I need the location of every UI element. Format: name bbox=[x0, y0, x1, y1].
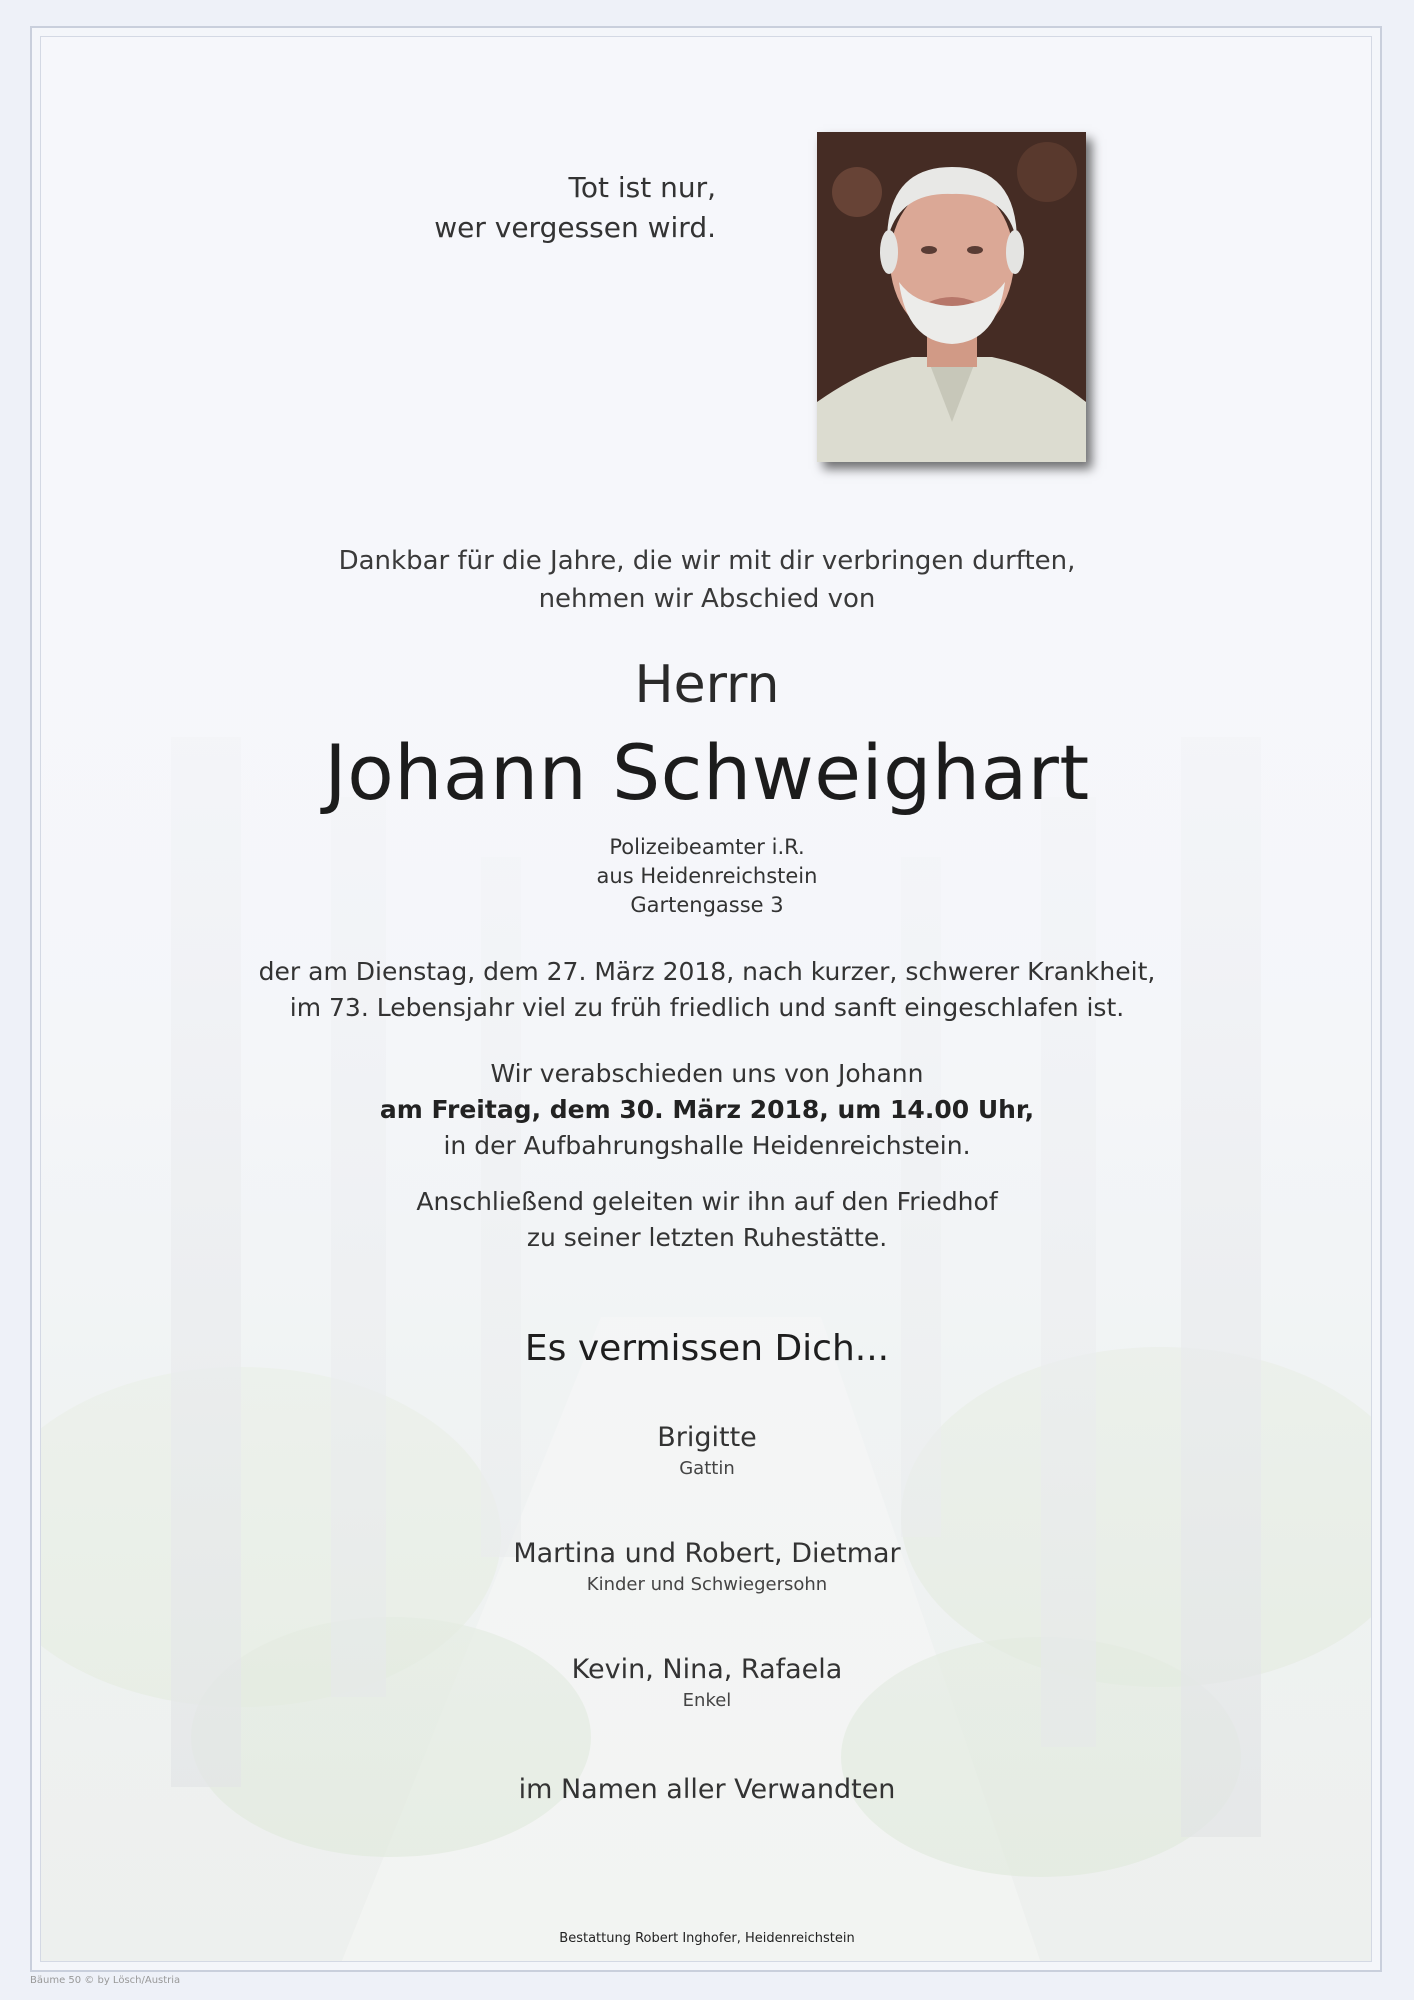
background-credit: Bäume 50 © by Lösch/Austria bbox=[30, 1975, 181, 1986]
farewell-date-time: am Freitag, dem 30. März 2018, um 14.00 Uhr, bbox=[379, 1095, 1035, 1124]
mourner-entry bbox=[0, 1420, 1414, 1482]
death-announcement bbox=[0, 954, 1414, 1026]
farewell-details bbox=[0, 1056, 1414, 1164]
closing-line: im Namen aller Verwandten bbox=[518, 1774, 896, 1805]
mourner-relation: Gattin bbox=[679, 1458, 735, 1479]
mourner-relation: Kinder und Schwiegersohn bbox=[586, 1574, 828, 1595]
burial-line-2: zu seiner letzten Ruhestätte. bbox=[526, 1223, 888, 1252]
burial-line-1: Anschließend geleiten wir ihn auf den Friedhof bbox=[416, 1187, 998, 1216]
occupation: Polizeibeamter i.R. bbox=[609, 835, 805, 859]
farewell-location: in der Aufbahrungshalle Heidenreichstein. bbox=[443, 1131, 971, 1160]
mourner-names: Brigitte bbox=[657, 1422, 757, 1453]
funeral-home-footer: Bestattung Robert Inghofer, Heidenreichstein bbox=[559, 1931, 855, 1946]
portrait-illustration bbox=[817, 132, 1086, 462]
intro-text bbox=[0, 542, 1414, 618]
origin: aus Heidenreichstein bbox=[596, 864, 818, 888]
mourner-entry bbox=[0, 1536, 1414, 1598]
burial-details bbox=[0, 1184, 1414, 1256]
intro-line-2: nehmen wir Abschied von bbox=[538, 584, 876, 614]
deceased-details bbox=[0, 833, 1414, 920]
motto bbox=[316, 168, 716, 248]
mourner-names: Martina und Robert, Dietmar bbox=[513, 1538, 901, 1569]
mourner-relation: Enkel bbox=[682, 1690, 732, 1711]
mourner-entry bbox=[0, 1652, 1414, 1714]
address: Gartengasse 3 bbox=[630, 893, 784, 917]
motto-line-1: Tot ist nur, bbox=[568, 171, 716, 204]
salutation: Herrn bbox=[634, 655, 780, 715]
farewell-line-1: Wir verabschieden uns von Johann bbox=[490, 1059, 924, 1088]
mourners-heading: Es vermissen Dich... bbox=[524, 1328, 890, 1369]
portrait-photo bbox=[817, 132, 1086, 462]
motto-line-2: wer vergessen wird. bbox=[434, 211, 716, 244]
mourner-names: Kevin, Nina, Rafaela bbox=[571, 1654, 843, 1685]
death-line-1: der am Dienstag, dem 27. März 2018, nach kurzer, schwerer Krankheit, bbox=[258, 957, 1156, 986]
intro-line-1: Dankbar für die Jahre, die wir mit dir verbringen durften, bbox=[338, 546, 1076, 576]
death-line-2: im 73. Lebensjahr viel zu früh friedlich und sanft eingeschlafen ist. bbox=[289, 993, 1125, 1022]
deceased-name: Johann Schweighart bbox=[324, 728, 1090, 817]
